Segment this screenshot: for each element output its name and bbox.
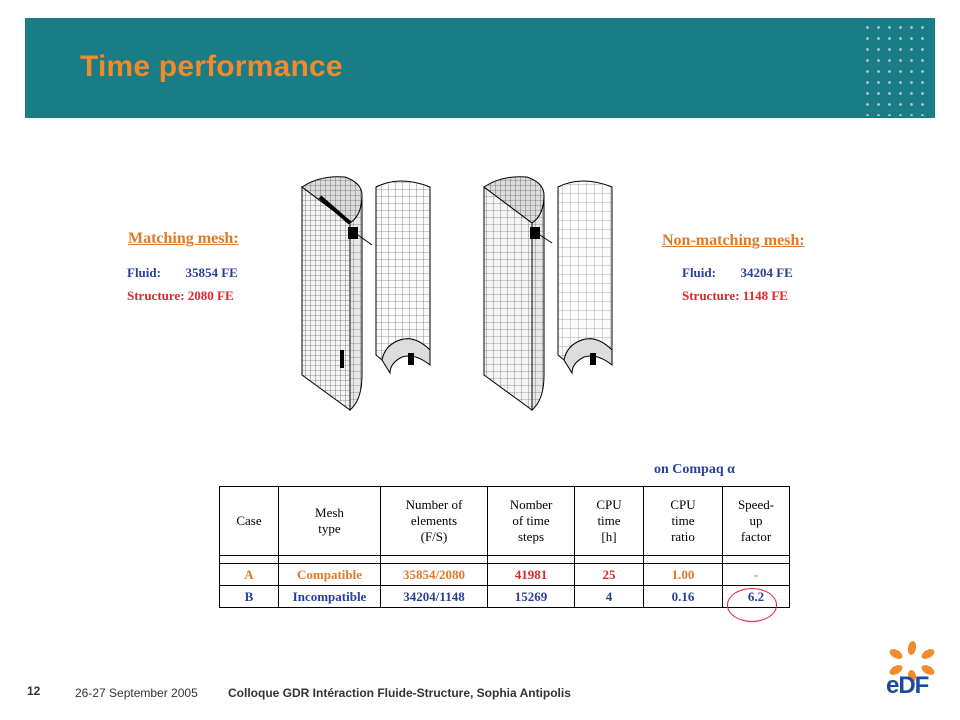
nonmatching-mesh-heading: Non-matching mesh: — [662, 232, 805, 249]
row-a-steps: 41981 — [488, 564, 575, 586]
mesh-illustrations — [290, 175, 630, 415]
matching-structure-label: Structure: — [127, 288, 185, 303]
row-a-cpu: 25 — [575, 564, 644, 586]
footer-event: Colloque GDR Intéraction Fluide-Structure, Sophia Antipolis — [228, 686, 571, 700]
header-cpu-time: CPU time [h] — [575, 487, 644, 556]
matching-fluid-label: Fluid: — [127, 265, 161, 280]
row-a-elements: 35854/2080 — [381, 564, 488, 586]
nonmatching-fluid-line — [682, 265, 793, 281]
matching-fluid-line — [127, 265, 238, 281]
banner-dot-pattern — [862, 22, 932, 116]
slide-title: Time performance — [80, 50, 343, 83]
header-mesh-type: Mesh type — [279, 487, 381, 556]
nonmatching-fluid-label: Fluid: — [682, 265, 716, 280]
header-number-of-elements: Number of elements (F/S) — [381, 487, 488, 556]
row-b-speedup: 6.2 — [723, 586, 790, 608]
matching-fluid-mesh — [302, 177, 372, 410]
footer-date: 26-27 September 2005 — [75, 686, 198, 700]
row-b-ratio: 0.16 — [644, 586, 723, 608]
matching-structure-value: 2080 FE — [187, 288, 234, 303]
table-row — [220, 586, 790, 608]
row-a-case: A — [220, 564, 279, 586]
row-b-cpu: 4 — [575, 586, 644, 608]
header-cpu-ratio: CPU time ratio — [644, 487, 723, 556]
matching-structure-line — [127, 288, 234, 304]
nonmatching-fluid-value: 34204 FE — [740, 265, 793, 280]
speedup-highlight-ellipse — [727, 588, 777, 622]
header-speedup: Speed- up factor — [723, 487, 790, 556]
header-case: Case — [220, 487, 279, 556]
matching-mesh-heading: Matching mesh: — [128, 230, 239, 247]
nonmatching-fluid-mesh — [484, 177, 552, 410]
row-a-ratio: 1.00 — [644, 564, 723, 586]
row-b-elements: 34204/1148 — [381, 586, 488, 608]
results-table — [219, 486, 790, 608]
row-b-case: B — [220, 586, 279, 608]
nonmatching-structure-label: Structure: — [682, 288, 740, 303]
compaq-note: on Compaq α — [654, 462, 735, 477]
table-header-row — [220, 487, 790, 556]
row-b-mesh: Incompatible — [279, 586, 381, 608]
table-row — [220, 564, 790, 586]
table-gap-row — [220, 556, 790, 564]
matching-fluid-value: 35854 FE — [185, 265, 238, 280]
nonmatching-structure-value: 1148 FE — [742, 288, 788, 303]
edf-logo-text: eDF — [886, 672, 929, 699]
row-a-speedup: - — [723, 564, 790, 586]
header-time-steps: Nomber of time steps — [488, 487, 575, 556]
nonmatching-structure-line — [682, 288, 788, 304]
nonmatching-structure-mesh — [558, 181, 612, 373]
matching-structure-mesh — [376, 181, 430, 373]
row-b-steps: 15269 — [488, 586, 575, 608]
row-a-mesh: Compatible — [279, 564, 381, 586]
page-number: 12 — [27, 684, 41, 698]
